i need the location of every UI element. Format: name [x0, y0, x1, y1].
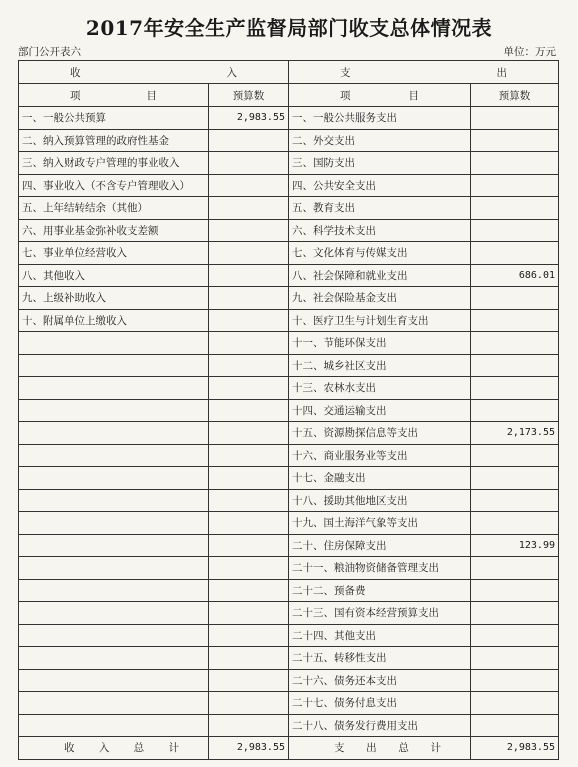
expense-item: 八、社会保障和就业支出: [289, 264, 471, 287]
income-item: [19, 377, 209, 400]
table-row: [19, 647, 559, 670]
expense-amount: [471, 377, 559, 400]
table-row: [19, 624, 559, 647]
expense-item: 二十三、国有资本经营预算支出: [289, 602, 471, 625]
expense-amount: [471, 242, 559, 265]
income-item: [19, 332, 209, 355]
income-amount: [209, 174, 289, 197]
income-budget-header: 预算数: [209, 84, 289, 107]
expense-header-right: 出: [496, 66, 507, 79]
expense-item: 五、教育支出: [289, 197, 471, 220]
table-row: [19, 444, 559, 467]
table-row: [19, 152, 559, 175]
expense-total-label: [289, 737, 471, 760]
expense-amount: [471, 467, 559, 490]
expense-item: 九、社会保险基金支出: [289, 287, 471, 310]
table-row: [19, 129, 559, 152]
income-amount: 2,983.55: [209, 107, 289, 130]
expense-item: 十三、农林水支出: [289, 377, 471, 400]
income-amount: [209, 557, 289, 580]
expense-total-char: 支: [334, 742, 345, 755]
expense-item: 二十一、粮油物资储备管理支出: [289, 557, 471, 580]
income-item: [19, 444, 209, 467]
income-total-char: 计: [168, 742, 179, 755]
expense-amount: [471, 152, 559, 175]
table-row: [19, 399, 559, 422]
expense-item: 十一、节能环保支出: [289, 332, 471, 355]
income-item: 十、附属单位上缴收入: [19, 309, 209, 332]
expense-item: 二十二、预备费: [289, 579, 471, 602]
expense-item: 十九、国土海洋气象等支出: [289, 512, 471, 535]
income-item: 六、用事业基金弥补收支差额: [19, 219, 209, 242]
expense-total-char: 出: [366, 742, 377, 755]
income-amount: [209, 332, 289, 355]
expense-total-amount: 2,983.55: [471, 737, 559, 760]
expense-amount: [471, 512, 559, 535]
income-amount: [209, 129, 289, 152]
income-amount: [209, 624, 289, 647]
expense-budget-header: 预算数: [471, 84, 559, 107]
expense-header-left: 支: [340, 66, 351, 79]
income-item: 七、事业单位经营收入: [19, 242, 209, 265]
expense-item: 十二、城乡社区支出: [289, 354, 471, 377]
expense-amount: 2,173.55: [471, 422, 559, 445]
table-row: [19, 534, 559, 557]
expense-item: 一、一般公共服务支出: [289, 107, 471, 130]
income-header-left: 收: [70, 66, 81, 79]
expense-item: 十四、交通运输支出: [289, 399, 471, 422]
income-header: [19, 61, 289, 84]
table-row: [19, 354, 559, 377]
income-amount: [209, 512, 289, 535]
expense-amount: [471, 624, 559, 647]
income-total-char: 入: [98, 742, 110, 755]
table-row: [19, 107, 559, 130]
table-row: [19, 174, 559, 197]
table-row: [19, 669, 559, 692]
expense-amount: [471, 579, 559, 602]
expense-amount: [471, 197, 559, 220]
income-item: [19, 534, 209, 557]
income-total-amount: 2,983.55: [209, 737, 289, 760]
expense-amount: [471, 669, 559, 692]
totals-row: [19, 737, 559, 760]
expense-amount: [471, 309, 559, 332]
expense-item: 二十七、债务付息支出: [289, 692, 471, 715]
expense-amount: [471, 444, 559, 467]
expense-amount: [471, 219, 559, 242]
expense-item: 二十、住房保障支出: [289, 534, 471, 557]
income-item: [19, 422, 209, 445]
expense-item: 二十五、转移性支出: [289, 647, 471, 670]
table-row: [19, 197, 559, 220]
income-item: [19, 399, 209, 422]
income-header-right: 入: [226, 66, 237, 79]
table-row: [19, 579, 559, 602]
table-row: [19, 264, 559, 287]
expense-header: [289, 61, 559, 84]
table-row: [19, 287, 559, 310]
header-row-columns: [19, 84, 559, 107]
income-item: 四、事业收入（不含专户管理收入）: [19, 174, 209, 197]
expense-item: 六、科学技术支出: [289, 219, 471, 242]
income-amount: [209, 534, 289, 557]
income-item: [19, 489, 209, 512]
table-row: [19, 467, 559, 490]
budget-table-body: [19, 61, 559, 760]
income-amount: [209, 197, 289, 220]
income-item-header: [19, 84, 209, 107]
expense-amount: [471, 714, 559, 737]
income-amount: [209, 377, 289, 400]
income-item: 三、纳入财政专户管理的事业收入: [19, 152, 209, 175]
income-item: [19, 557, 209, 580]
expense-amount: [471, 129, 559, 152]
income-total-label: [19, 737, 209, 760]
income-amount: [209, 152, 289, 175]
table-row: [19, 332, 559, 355]
income-item: [19, 647, 209, 670]
income-amount: [209, 647, 289, 670]
income-item: [19, 602, 209, 625]
table-row: [19, 602, 559, 625]
expense-amount: [471, 647, 559, 670]
income-amount: [209, 579, 289, 602]
unit-label: 单位：万元: [503, 46, 556, 58]
expense-total-char: 总: [398, 742, 409, 755]
income-total-char: 总: [133, 742, 145, 755]
expense-item: 二、外交支出: [289, 129, 471, 152]
table-row: [19, 512, 559, 535]
expense-amount: [471, 354, 559, 377]
item-header-left: 项: [70, 89, 81, 102]
expense-amount: [471, 107, 559, 130]
income-amount: [209, 287, 289, 310]
income-item: 八、其他收入: [19, 264, 209, 287]
report-title: 2017年安全生产监督局部门收支总体情况表: [85, 16, 493, 40]
expense-item: 七、文化体育与传媒支出: [289, 242, 471, 265]
table-row: [19, 422, 559, 445]
expense-amount: [471, 557, 559, 580]
income-item: [19, 714, 209, 737]
table-row: [19, 692, 559, 715]
table-row: [19, 557, 559, 580]
expense-amount: [471, 332, 559, 355]
income-amount: [209, 489, 289, 512]
table-row: [19, 714, 559, 737]
expense-item: 二十六、债务还本支出: [289, 669, 471, 692]
income-item: 九、上级补助收入: [19, 287, 209, 310]
expense-amount: [471, 692, 559, 715]
income-item: [19, 624, 209, 647]
table-row: [19, 242, 559, 265]
income-amount: [209, 692, 289, 715]
expense-item: 十、医疗卫生与计划生育支出: [289, 309, 471, 332]
income-item: [19, 579, 209, 602]
expense-item: 三、国防支出: [289, 152, 471, 175]
income-amount: [209, 444, 289, 467]
income-amount: [209, 219, 289, 242]
income-amount: [209, 309, 289, 332]
income-item: 一、一般公共预算: [19, 107, 209, 130]
expense-item: 四、公共安全支出: [289, 174, 471, 197]
expense-total-char: 计: [430, 742, 441, 755]
expense-item: 十六、商业服务业等支出: [289, 444, 471, 467]
item-header-right: 目: [408, 89, 419, 102]
income-total-char: 收: [64, 742, 75, 755]
expense-amount: [471, 399, 559, 422]
table-row: [19, 489, 559, 512]
income-amount: [209, 467, 289, 490]
income-item: [19, 669, 209, 692]
income-item: [19, 512, 209, 535]
expense-amount: 686.01: [471, 264, 559, 287]
income-item: 五、上年结转结余（其他）: [19, 197, 209, 220]
income-item: 二、纳入预算管理的政府性基金: [19, 129, 209, 152]
item-header-right: 目: [146, 89, 157, 102]
income-amount: [209, 669, 289, 692]
expense-item: 十五、资源勘探信息等支出: [289, 422, 471, 445]
income-amount: [209, 399, 289, 422]
table-row: [19, 309, 559, 332]
expense-item: 二十八、债务发行费用支出: [289, 714, 471, 737]
income-item: [19, 467, 209, 490]
budget-table: [18, 60, 559, 760]
income-item: [19, 692, 209, 715]
income-amount: [209, 264, 289, 287]
income-amount: [209, 602, 289, 625]
income-amount: [209, 354, 289, 377]
income-amount: [209, 422, 289, 445]
table-row: [19, 219, 559, 242]
expense-amount: [471, 489, 559, 512]
income-item: [19, 354, 209, 377]
header-row-category: [19, 61, 559, 84]
expense-amount: [471, 287, 559, 310]
expense-amount: [471, 174, 559, 197]
income-amount: [209, 242, 289, 265]
expense-item: 十七、金融支出: [289, 467, 471, 490]
table-row: [19, 377, 559, 400]
expense-amount: 123.99: [471, 534, 559, 557]
expense-amount: [471, 602, 559, 625]
income-amount: [209, 714, 289, 737]
item-header-left: 项: [340, 89, 351, 102]
expense-item-header: [289, 84, 471, 107]
expense-item: 十八、援助其他地区支出: [289, 489, 471, 512]
table-label: 部门公开表六: [18, 46, 81, 58]
expense-item: 二十四、其他支出: [289, 624, 471, 647]
